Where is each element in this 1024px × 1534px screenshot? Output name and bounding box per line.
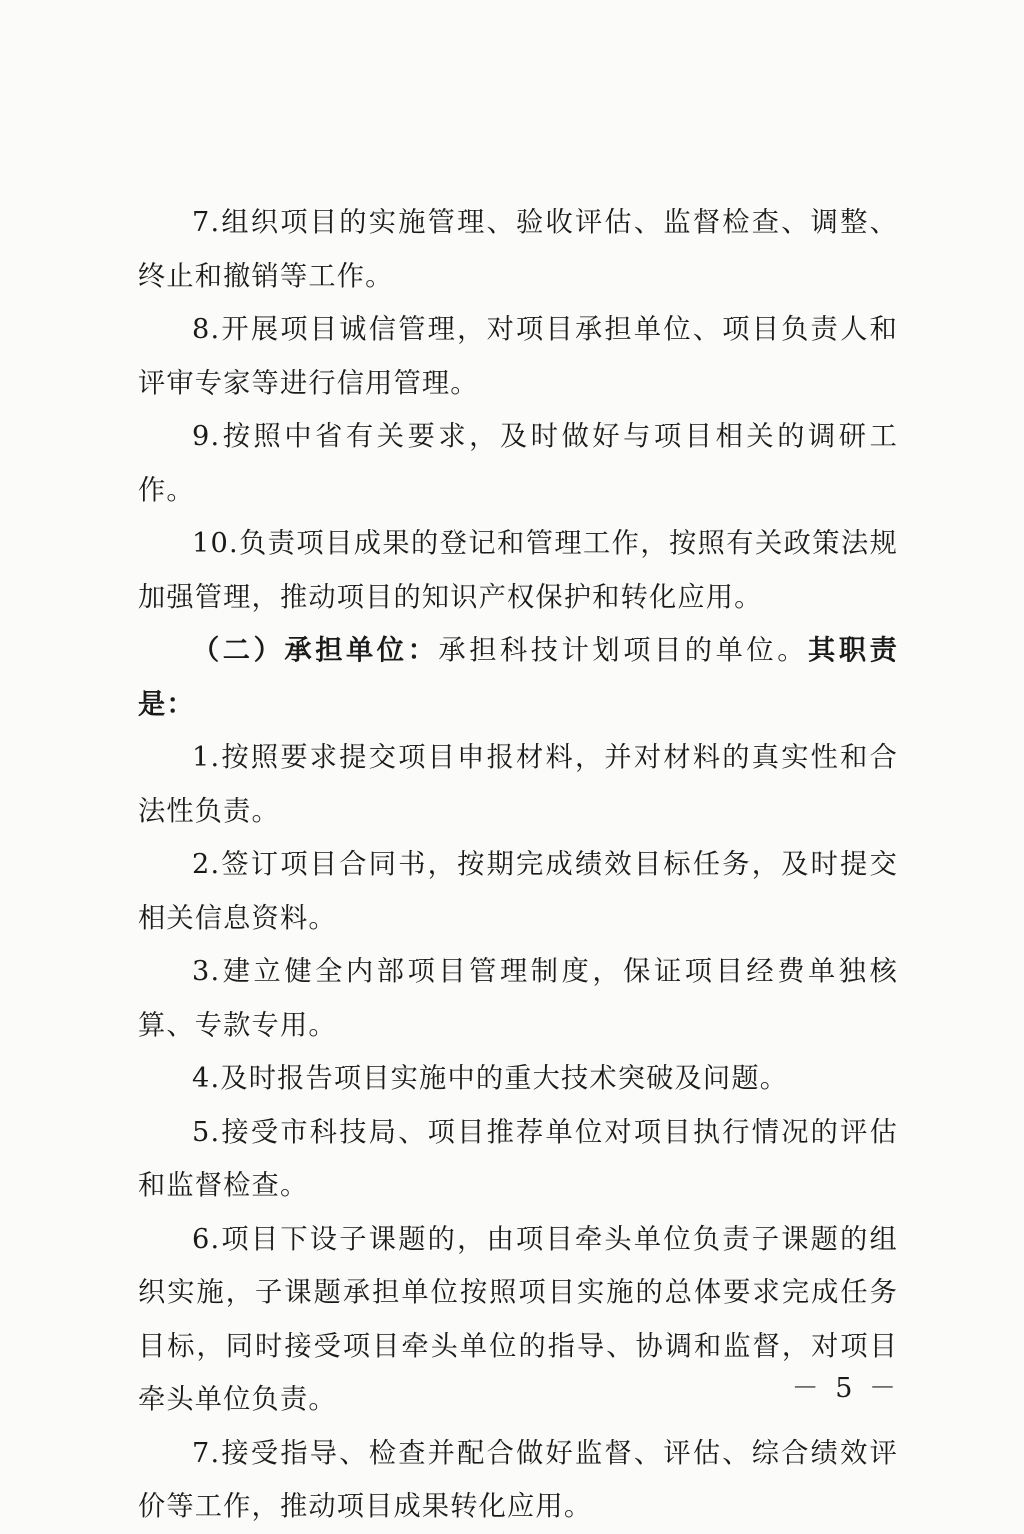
- section-heading-tail: 其职责是：: [138, 634, 899, 720]
- paragraph-unit-duty-3: 3.建立健全内部项目管理制度，保证项目经费单独核算、专款专用。: [138, 956, 898, 1041]
- paragraph-duty-9: 9.按照中省有关要求，及时做好与项目相关的调研工作。: [138, 421, 898, 506]
- paragraph-unit-duty-6: 6.项目下设子课题的，由项目牵头单位负责子课题的组织实施，子课题承担单位按照项目实施的总体要求完成任务目标，同时接受项目牵头单位的指导、协调和监督，对项目牵头单位负责。: [138, 1223, 898, 1415]
- paragraph-unit-duty-2: 2.签订项目合同书，按期完成绩效目标任务，及时提交相关信息资料。: [138, 849, 898, 934]
- paragraph-unit-duty-5: 5.接受市科技局、项目推荐单位对项目执行情况的评估和监督检查。: [138, 1116, 898, 1201]
- section-heading-definition: 承担科技计划项目的单位。: [438, 635, 809, 666]
- paragraph-unit-duty-7: 7.接受指导、检查并配合做好监督、评估、综合绩效评价等工作，推动项目成果转化应用。: [138, 1437, 898, 1522]
- paragraph-unit-duty-1: 1.按照要求提交项目申报材料，并对材料的真实性和合法性负责。: [138, 742, 898, 827]
- paragraph-duty-8: 8.开展项目诚信管理，对项目承担单位、项目负责人和评审专家等进行信用管理。: [138, 314, 898, 399]
- section-heading-lead: （二）承担单位：: [192, 634, 439, 666]
- paragraph-unit-duty-4: 4.及时报告项目实施中的重大技术突破及问题。: [192, 1063, 789, 1094]
- document-body: [138, 196, 898, 1534]
- page-number: － 5 －: [791, 1373, 900, 1404]
- paragraph-duty-10: 10.负责项目成果的登记和管理工作，按照有关政策法规加强管理，推动项目的知识产权保护和转化应用。: [138, 528, 898, 613]
- section-heading-undertaking-unit: [138, 624, 898, 731]
- paragraph-duty-7: 7.组织项目的实施管理、验收评估、监督检查、调整、终止和撤销等工作。: [138, 207, 898, 292]
